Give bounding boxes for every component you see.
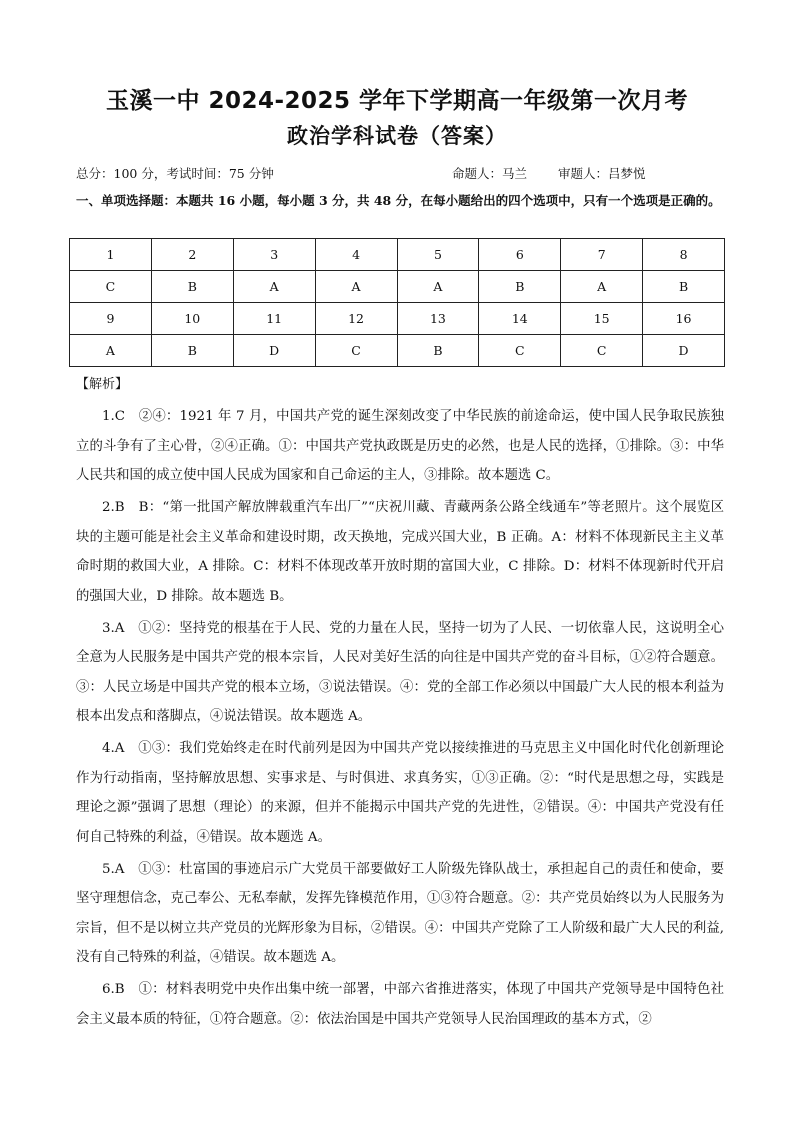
- exam-title: 玉溪一中 2024-2025 学年下学期高一年级第一次月考: [105, 88, 689, 114]
- table-cell: 1: [70, 239, 152, 271]
- table-cell: 4: [315, 239, 397, 271]
- table-cell: 10: [151, 303, 233, 335]
- table-cell: A: [70, 335, 152, 367]
- analysis-paragraph-1: 1.C ②④：1921 年 7 月，中国共产党的诞生深刻改变了中华民族的前途命运，使中国人民争取民族独立的斗争有了主心骨，②④正确。①：中国共产党执政既是历史的必然，也是人民的选择，①排除。③：中华人民共和国的成立使中国人民成为国家和自己命运的主人，③排除。故本题选 C。: [76, 409, 724, 483]
- analysis-body: [76, 402, 724, 1037]
- table-cell: 15: [561, 303, 643, 335]
- table-cell: 5: [397, 239, 479, 271]
- table-cell: 9: [70, 303, 152, 335]
- table-cell: B: [643, 271, 725, 303]
- table-cell: 8: [643, 239, 725, 271]
- analysis-paragraph-6: 6.B ①：材料表明党中央作出集中统一部署，中部六省推进落实，体现了中国共产党领导是中国特色社会主义最本质的特征，①符合题意。②：依法治国是中国共产党领导人民治国理政的基本方式，②: [76, 982, 724, 1027]
- analysis-paragraph-5: 5.A ①③：杜富国的事迹启示广大党员干部要做好工人阶级先锋队战士，承担起自己的责任和使命，要坚守理想信念，克己奉公、无私奉献，发挥先锋模范作用，①③符合题意。②：共产党员始终以为人民服务为宗旨，但不是以树立共产党员的光辉形象为目标，②错误。④：中国共产党除了工人阶级和最广大人民的利益,没有自己特殊的利益，④错误。故本题选 A。: [76, 861, 724, 966]
- table-cell: A: [315, 271, 397, 303]
- table-cell: A: [397, 271, 479, 303]
- analysis-paragraph-2: 2.B B：“第一批国产解放牌载重汽车出厂”“庆祝川藏、青藏两条公路全线通车”等老照片。这个展览区块的主题可能是社会主义革命和建设时期，改天换地，完成兴国大业，B 正确。A：材料不体现新民主主义革命时期的救国大业，A 排除。C：材料不体现改革开放时期的富国大业，C 排除。D：材料不体现新时代开启的强国大业，D 排除。故本题选 B。: [76, 500, 724, 604]
- table-cell: B: [151, 335, 233, 367]
- table-cell: 6: [479, 239, 561, 271]
- analysis-paragraph-4: 4.A ①③：我们党始终走在时代前列是因为中国共产党以接续推进的马克思主义中国化时代化创新理论作为行动指南，坚持解放思想、实事求是、与时俱进、求真务实，①③正确。②：“时代是思想之母，实践是理论之源”强调了思想（理论）的来源，但并不能揭示中国共产党的先进性，②错误。④：中国共产党没有任何自己特殊的利益，④错误。故本题选 A。: [76, 741, 724, 845]
- table-cell: C: [70, 271, 152, 303]
- table-cell: B: [479, 271, 561, 303]
- section-heading: 一、单项选择题：本题共 16 小题，每小题 3 分，共 48 分，在每小题给出的四个选项中，只有一个选项是正确的。: [76, 193, 721, 208]
- table-row: [70, 303, 725, 335]
- table-cell: 3: [233, 239, 315, 271]
- table-cell: 16: [643, 303, 725, 335]
- table-cell: 12: [315, 303, 397, 335]
- exam-subtitle: 政治学科试卷（答案）: [287, 124, 507, 148]
- analysis-heading: 【解析】: [76, 377, 129, 392]
- setter-info: 命题人：马兰: [452, 166, 528, 181]
- table-row: [70, 335, 725, 367]
- table-cell: A: [561, 271, 643, 303]
- table-cell: C: [315, 335, 397, 367]
- table-cell: 7: [561, 239, 643, 271]
- table-cell: B: [397, 335, 479, 367]
- analysis-paragraph-3: 3.A ①②：坚持党的根基在于人民、党的力量在人民，坚持一切为了人民、一切依靠人民，这说明全心全意为人民服务是中国共产党的根本宗旨，人民对美好生活的向往是中国共产党的奋斗目标，①②符合题意。③：人民立场是中国共产党的根本立场，③说法错误。④：党的全部工作必须以中国最广大人民的根本利益为根本出发点和落脚点，④说法错误。故本题选 A。: [76, 620, 724, 725]
- table-row: [70, 271, 725, 303]
- table-cell: D: [643, 335, 725, 367]
- reviewer-info: 审题人：吕梦悦: [558, 166, 646, 181]
- table-cell: A: [233, 271, 315, 303]
- table-cell: D: [233, 335, 315, 367]
- table-cell: 13: [397, 303, 479, 335]
- answer-table: [69, 238, 725, 367]
- table-cell: 11: [233, 303, 315, 335]
- table-cell: 14: [479, 303, 561, 335]
- score-time-info: 总分：100 分，考试时间：75 分钟: [76, 166, 274, 181]
- table-cell: C: [479, 335, 561, 367]
- table-row: [70, 239, 725, 271]
- table-cell: 2: [151, 239, 233, 271]
- table-cell: B: [151, 271, 233, 303]
- table-cell: C: [561, 335, 643, 367]
